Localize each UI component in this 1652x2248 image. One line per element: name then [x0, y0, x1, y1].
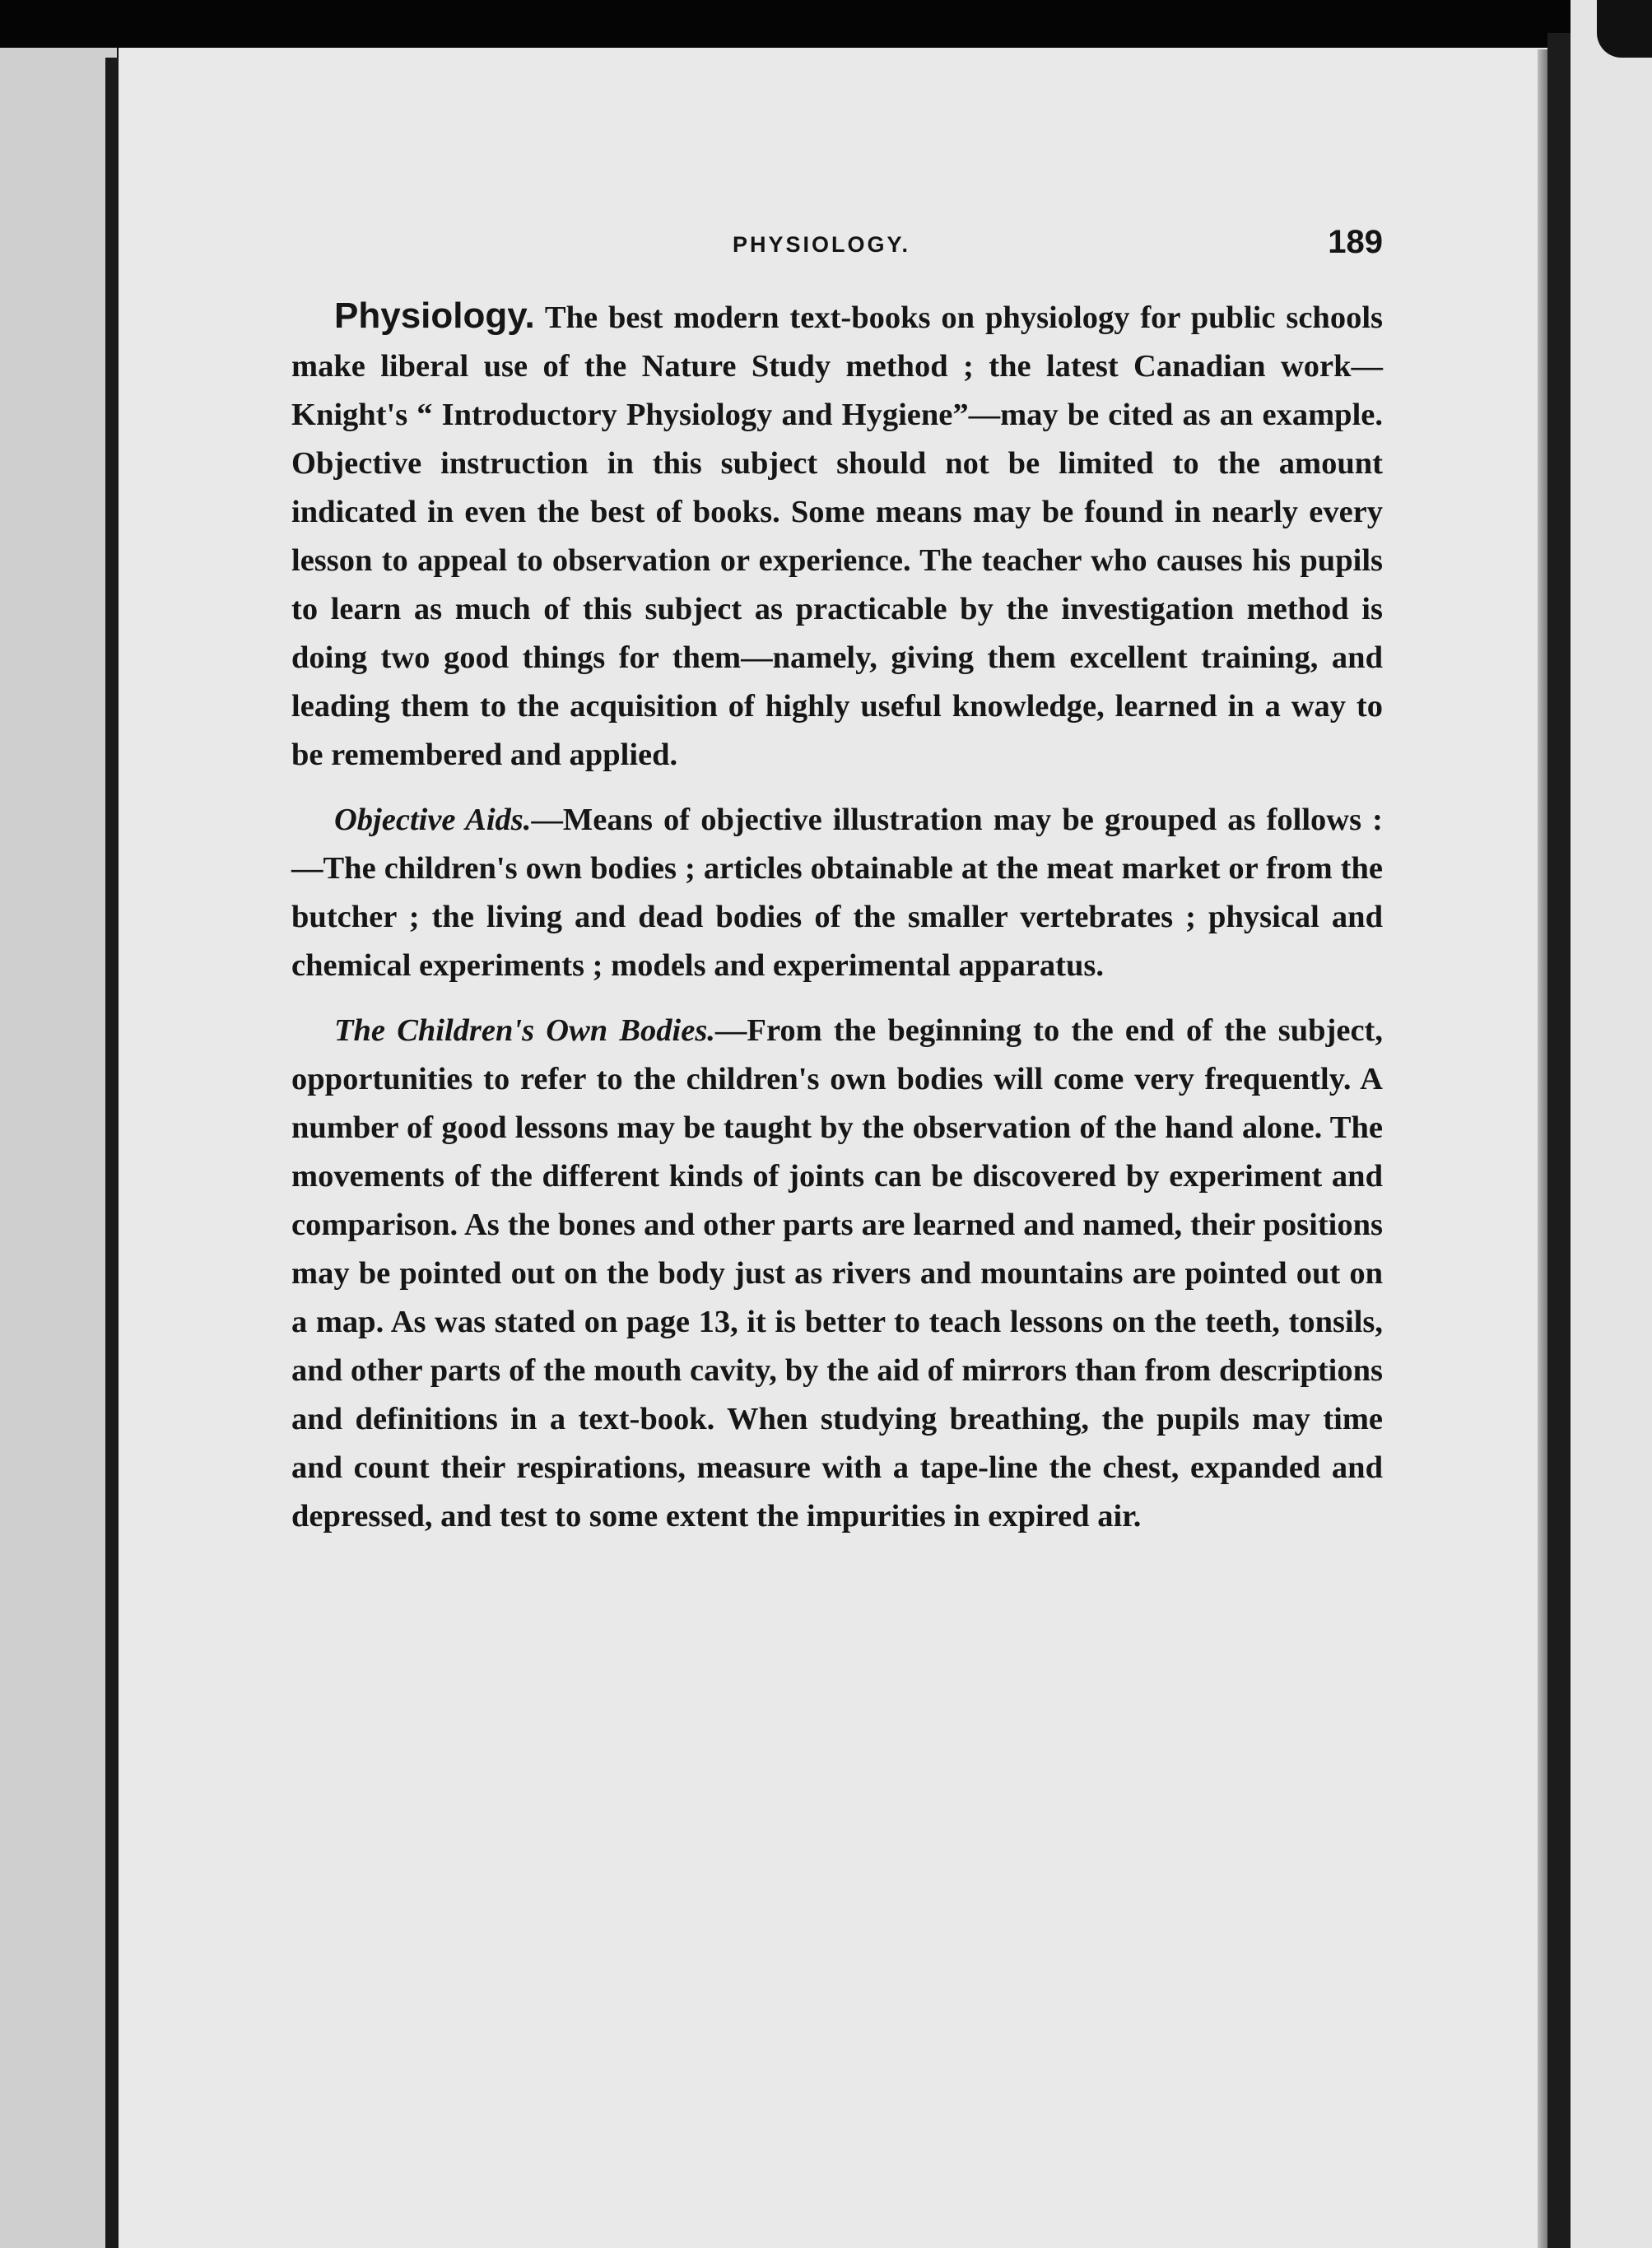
paragraph-text: —From the beginning to the end of the subject, opportunities to refer to the children's own bodies will come very frequently. A number of good lessons may be taught by the observation of the hand alone. The movements of the different kinds of joints can be discovered by experiment and comparison. As the bones and other parts are learned and named, their positions may be pointed out on the body just as rivers and mountains are pointed out on a map. As was stated on page 13, it is better to teach lessons on the teeth, tonsils, and other parts of the mouth cavity, by the aid of mirrors than from descriptions and definitions in a text-book. When studying breathing, the pupils may time and count their respirations, measure with a tape-line the chest, expanded and depressed, and test to some extent the impurities in expired air.	[291, 1013, 1383, 1534]
page-body	[291, 291, 1383, 1541]
paragraph-objective-aids	[291, 796, 1383, 990]
scan-left-margin	[0, 48, 117, 2248]
paragraph-heading: The Children's Own Bodies.	[334, 1013, 715, 1048]
scan-corner-artifact	[1597, 0, 1652, 58]
scan-right-margin	[1571, 0, 1652, 2248]
paragraph-heading: Physiology.	[334, 296, 535, 336]
paragraph-childrens-bodies	[291, 1007, 1383, 1541]
page-number: 189	[1328, 224, 1383, 260]
scan-right-shadow	[1547, 33, 1571, 2248]
paragraph-text: The best modern text-books on physiology for public schools make liberal use of the Nature Study method ; the latest Canadian work—Knight's “ Introductory Physiology and Hygiene”—may be cited as an example. Objective instruction in this subject should not be limited to the amount indicated in even the best of books. Some means may be found in nearly every lesson to appeal to observation or experience. The teacher who causes his pupils to learn as much of this subject as practicable by the investigation method is doing two good things for them—namely, giving them excellent training, and leading them to the acquisition of highly useful knowledge, learned in a way to be remembered and applied.	[291, 300, 1383, 772]
paragraph-text: —Means of objective illustration may be grouped as follows :—The children's own bodies ; articles obtainable at the meat market or from the butcher ; the living and dead bodies of the smaller vertebrates ; physical and chemical experiments ; models and experimental apparatus.	[291, 803, 1383, 983]
running-head	[296, 224, 1383, 278]
scan-top-border	[0, 0, 1652, 48]
right-page-edge	[1538, 49, 1547, 2248]
running-title: PHYSIOLOGY.	[733, 232, 911, 257]
paragraph-physiology	[291, 291, 1383, 780]
paragraph-heading: Objective Aids.	[334, 803, 532, 837]
left-page-edge	[105, 58, 119, 2248]
